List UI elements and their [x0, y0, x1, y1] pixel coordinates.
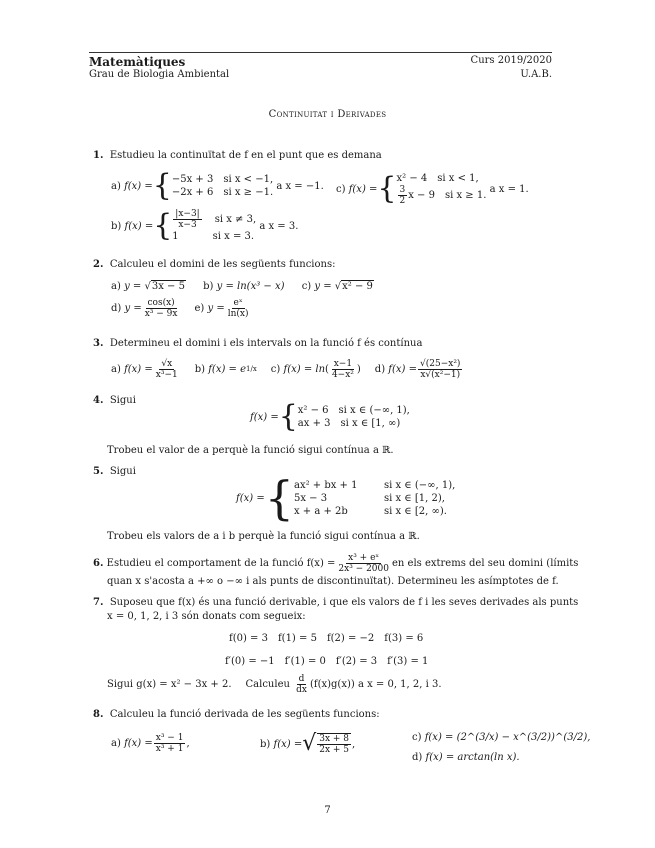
header-rule	[89, 52, 552, 53]
exercise-2-row1: a) y = √3x − 5 b) y = ln(x³ − x) c) y = √x² − 9	[111, 281, 373, 292]
course-title: Matemàtiques	[89, 55, 186, 69]
university: U.A.B.	[520, 69, 552, 80]
exercise-7-line1: 7. Suposeu que f(x) és una funció derivable, i que els valors de f i les seves derivades als punts	[93, 597, 579, 608]
exercise-2-row2: d) y = $\frac{\cos(x)}{\text{x³ − 9x}}$ e) y = $\frac{\text{eˣ}}{\ln(x)}$	[111, 298, 249, 319]
exercise-2-statement: 2. Calculeu el domini de les següents funcions:	[93, 259, 336, 270]
exercise-number: 1.	[93, 150, 104, 161]
exercise-7-question: Sigui g(x) = x² − 3x + 2. Calculeu $\frac{d}{dx}$ (f(x)g(x)) a x = 0, 1, 2, i 3.	[107, 674, 442, 695]
exercise-4-function: f(x) = { x² − 6 si x ∈ (−∞, 1), ax + 3 si x ∈ [1, ∞)	[250, 399, 410, 434]
exercise-4-question: Trobeu el valor de a perquè la funció sigui contínua a ℝ.	[107, 445, 394, 456]
exercise-1b: b) f(x) = { $\frac{|x-3|}{x-3}$ si x ≠ 3, 1 si x = 3. a x = 3.	[111, 208, 299, 243]
exercise-1-statement	[93, 149, 382, 162]
exercise-8-statement: 8. Calculeu la funció derivada de les següents funcions:	[93, 709, 380, 720]
exercise-3-statement: 3. Determineu el domini i els intervals on la funció f és contínua	[93, 338, 423, 349]
exercise-1c: c) f(x) = { x² − 4 si x < 1, $\frac{3}{2}$ x − 9 si x ≥ 1. a x = 1.	[336, 171, 529, 206]
exercise-8c: c) f(x) = (2^(3/x) − x^(3/2))^(3/2),	[412, 732, 591, 743]
page-number: 7	[324, 805, 331, 816]
exercise-7-values: f(0) = 3 f(1) = 5 f(2) = −2 f(3) = 6	[229, 633, 424, 644]
exercise-6-line2: quan x s'acosta a +∞ o −∞ i als punts de discontinuïtat). Determineu les asímptotes de f.	[107, 576, 559, 587]
exercise-3-row: a) f(x) = $\frac{√x}{\text{x³−1}}$ b) f(x) = e 1/x c) f(x) = ln ( $\frac{x-1}{\text{4−x²}}$ ) d) f(x) = $\frac{\text{√(25−x²)}}{\text{x√(x²−1)}}$	[111, 359, 461, 380]
exercise-7-line2: x = 0, 1, 2, i 3 són donats com segueix:	[107, 611, 306, 622]
exercise-8d: d) f(x) = arctan(ln x).	[412, 752, 520, 763]
exercise-8a: a) f(x) = $\frac{\text{x³ − 1}}{\text{x³ + 1}}$ ,	[111, 733, 190, 754]
page-title: Continuitat i Derivades	[268, 109, 387, 120]
exercise-5-function: f(x) = { ax² + bx + 1 si x ∈ (−∞, 1), 5x − 3 si x ∈ [1, 2), x + a + 2b si x ∈ [2, ∞).	[236, 471, 456, 525]
academic-year: Curs 2019/2020	[470, 55, 552, 66]
degree-name: Grau de Biologia Ambiental	[89, 69, 230, 80]
exercise-1a: a) f(x) = { −5x + 3 si x < −1, −2x + 6 si x ≥ −1. a x = −1.	[111, 168, 324, 203]
exercise-7-derivatives: f′(0) = −1 f′(1) = 0 f′(2) = 3 f′(3) = 1	[225, 656, 429, 667]
exercise-6-line1: 6. Estudieu el comportament de la funció f(x) = $\frac{\text{x³ + eˣ}}{\text{2x³ − 2000}}$ en els extrems del seu domini (límits	[93, 553, 579, 574]
exercise-text: Estudieu la continuïtat de f en el punt que es demana	[109, 150, 382, 161]
exercise-5-question: Trobeu els valors de a i b perquè la funció sigui contínua a ℝ.	[107, 531, 420, 542]
exercise-8b: b) f(x) = √ $\frac{3x + 8}{2x + 5}$ ,	[260, 731, 356, 756]
exercise-4-statement: 4. Sigui	[93, 395, 136, 406]
exercise-5-statement: 5. Sigui	[93, 466, 136, 477]
